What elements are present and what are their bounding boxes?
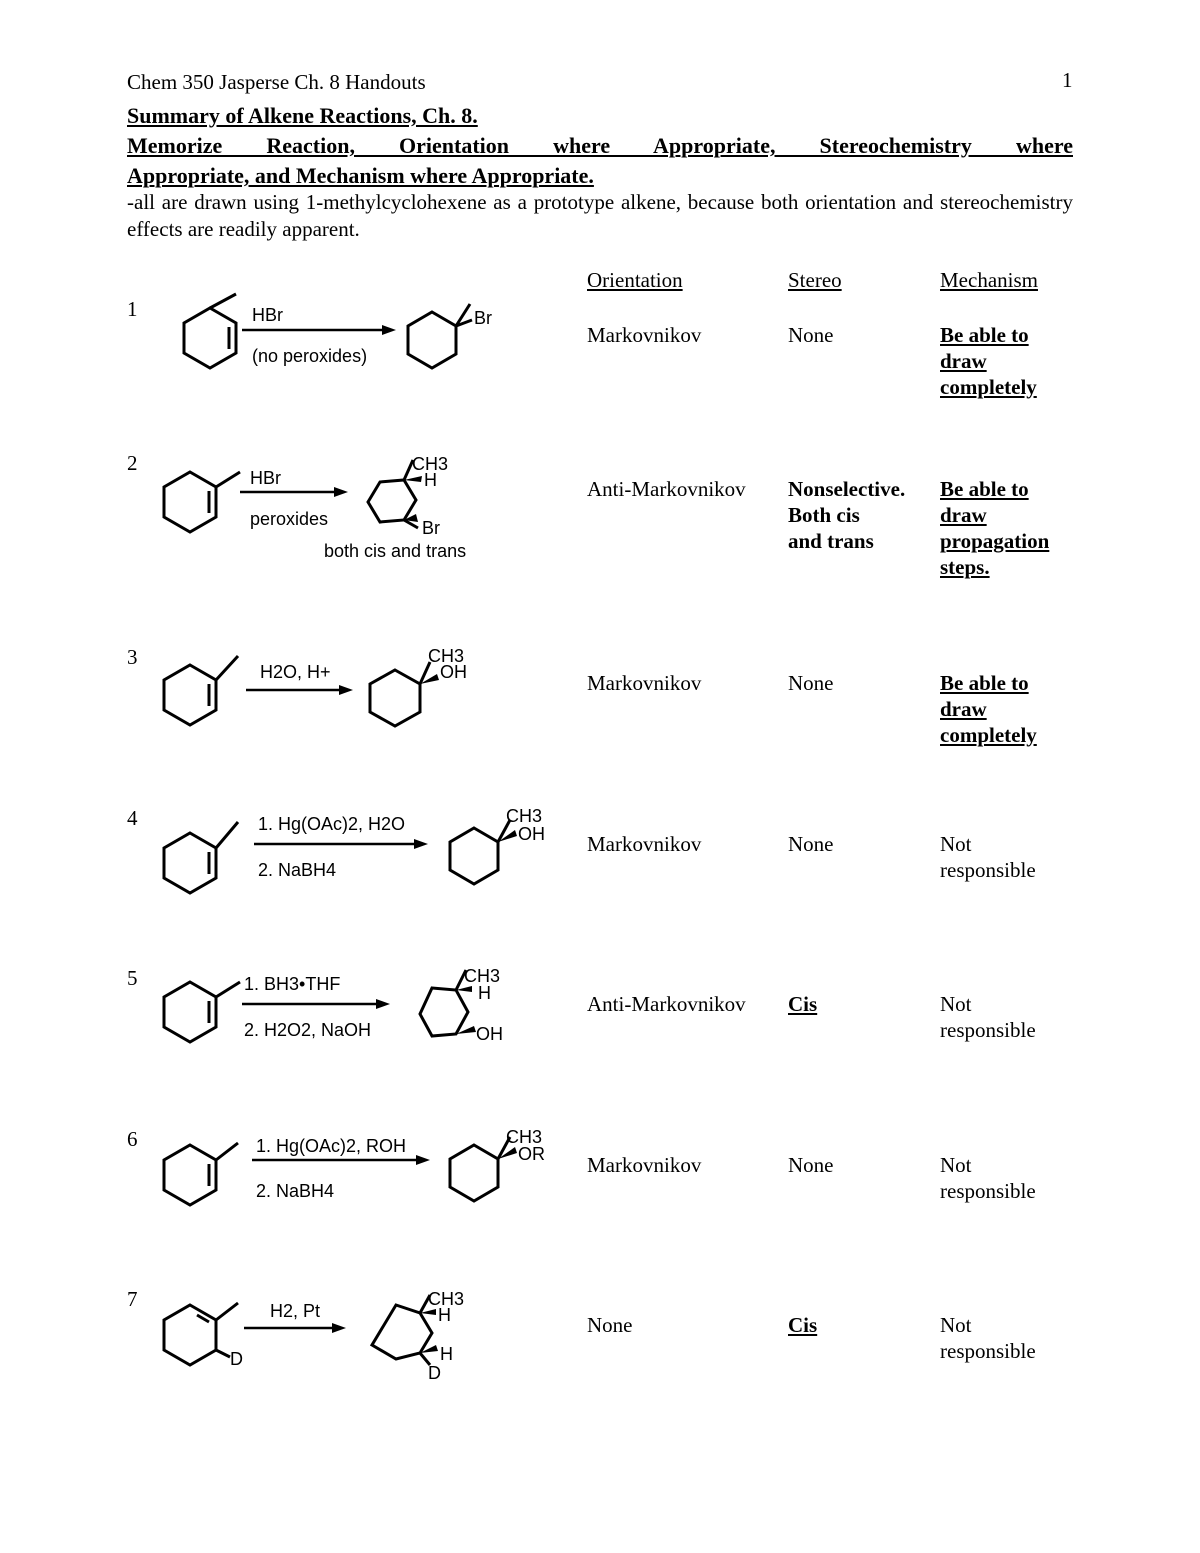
reaction-number: 2 (127, 451, 138, 475)
orientation-value: Markovnikov (587, 323, 702, 347)
product-h: H (438, 1305, 451, 1325)
scheme-drawing (150, 290, 570, 440)
product-ring (420, 970, 468, 1036)
reagent-top: 1. Hg(OAc)2, ROH (256, 1136, 407, 1156)
reaction-scheme-6 (150, 1121, 570, 1271)
reaction-number: 5 (127, 966, 138, 990)
reagent-bottom: peroxides (250, 509, 329, 529)
reagent-top: 1. Hg(OAc)2, H2O (258, 814, 406, 834)
reagent-bottom: 2. H2O2, NaOH (244, 1020, 372, 1040)
reactant-1-methylcyclohexene (184, 294, 236, 368)
mechanism-value: Be able to draw completely (940, 323, 1037, 399)
reaction-number: 3 (127, 645, 138, 669)
product-h: H (424, 470, 437, 490)
column-header-stereo: Stereo (788, 268, 842, 292)
reaction-number: 7 (127, 1287, 138, 1311)
reaction-number: 4 (127, 806, 138, 830)
reactant-1-methylcyclohexene (164, 822, 238, 893)
mechanism-value: Be able to draw propagation steps. (940, 477, 1050, 579)
mechanism-value: Not responsible (940, 1153, 1036, 1203)
reactant-1-methylcyclohexene (164, 656, 238, 725)
reaction-scheme-7 (150, 1285, 570, 1435)
product-substituent: Br (474, 308, 492, 328)
product-ch3: CH3 (428, 646, 465, 666)
title-line-1: Summary of Alkene Reactions, Ch. 8. (127, 103, 478, 128)
product-substituent: OH (518, 824, 545, 844)
column-header-orientation: Orientation (587, 268, 683, 292)
product-substituent: OH (476, 1024, 503, 1044)
product-ring (372, 1295, 432, 1365)
reagent-bottom: 2. NaBH4 (256, 1181, 335, 1201)
reactant-1-methylcyclohexene (164, 472, 240, 532)
scheme-drawing (150, 640, 570, 790)
product-ch3: CH3 (412, 454, 449, 474)
orientation-value: None (587, 1313, 633, 1337)
product-ring (450, 1137, 510, 1201)
page-number: 1 (1062, 68, 1073, 92)
title-line-2: Memorize Reaction, Orientation where Appropriate, Stereochemistry where (127, 133, 1073, 158)
title-line-3: Appropriate, and Mechanism where Appropriate. (127, 163, 594, 188)
reaction-scheme-1 (150, 290, 570, 440)
product-substituent: OH (440, 662, 467, 682)
mechanism-value: Not responsible (940, 1313, 1036, 1363)
product-d: D (428, 1363, 441, 1383)
header-left: Chem 350 Jasperse Ch. 8 Handouts (127, 70, 426, 94)
product-ch3: CH3 (506, 1127, 543, 1147)
intro-paragraph: -all are drawn using 1-methylcyclohexene as a prototype alkene, because both orientation and stereochemistry effects are readily apparent. (127, 190, 1073, 241)
orientation-value: Anti-Markovnikov (587, 477, 746, 501)
stereo-value: None (788, 1153, 834, 1177)
stereo-value: None (788, 323, 834, 347)
stereo-value: Nonselective. Both cis and trans (788, 477, 906, 553)
reactant-1-methylcyclohexene (164, 1303, 238, 1365)
product-ch3: CH3 (428, 1289, 465, 1309)
product-ring (408, 304, 472, 368)
reaction-number: 6 (127, 1127, 138, 1151)
product-h-2: H (440, 1344, 453, 1364)
reaction-scheme-5 (150, 960, 570, 1110)
product-substituent: OR (518, 1144, 545, 1164)
reagent-top: HBr (250, 468, 281, 488)
product-ring (450, 820, 510, 884)
orientation-value: Anti-Markovnikov (587, 992, 746, 1016)
product-ring (370, 662, 430, 726)
stereo-value: Cis (788, 992, 818, 1016)
mechanism-value: Be able to draw completely (940, 671, 1037, 747)
orientation-value: Markovnikov (587, 1153, 702, 1177)
stereo-value: None (788, 671, 834, 695)
column-header-mechanism: Mechanism (940, 268, 1038, 292)
reactant-1-methylcyclohexene (164, 1143, 238, 1205)
reagent-top: HBr (252, 305, 283, 325)
product-ch3: CH3 (464, 966, 501, 986)
product-ch3: CH3 (506, 806, 543, 826)
reaction-scheme-2 (150, 450, 570, 600)
product-note: both cis and trans (324, 541, 467, 561)
mechanism-value: Not responsible (940, 992, 1036, 1042)
reagent-bottom: 2. NaBH4 (258, 860, 337, 880)
orientation-value: Markovnikov (587, 832, 702, 856)
reaction-scheme-4 (150, 800, 570, 950)
scheme-drawing (150, 450, 570, 600)
scheme-drawing (150, 800, 570, 950)
scheme-drawing (150, 1121, 570, 1271)
reactant-1-methylcyclohexene (164, 982, 240, 1042)
reactant-d-label: D (230, 1349, 243, 1369)
scheme-drawing (150, 1285, 570, 1435)
reagent-top: H2O, H+ (260, 662, 331, 682)
product-h: H (478, 983, 491, 1003)
reaction-number: 1 (127, 297, 138, 321)
orientation-value: Markovnikov (587, 671, 702, 695)
scheme-drawing (150, 960, 570, 1110)
mechanism-value: Not responsible (940, 832, 1036, 882)
reagent-top: H2, Pt (270, 1301, 321, 1321)
product-substituent: Br (422, 518, 440, 538)
reagent-top: 1. BH3•THF (244, 974, 341, 994)
reagent-bottom: (no peroxides) (252, 346, 368, 366)
stereo-value: None (788, 832, 834, 856)
stereo-value: Cis (788, 1313, 818, 1337)
reaction-scheme-3 (150, 640, 570, 790)
